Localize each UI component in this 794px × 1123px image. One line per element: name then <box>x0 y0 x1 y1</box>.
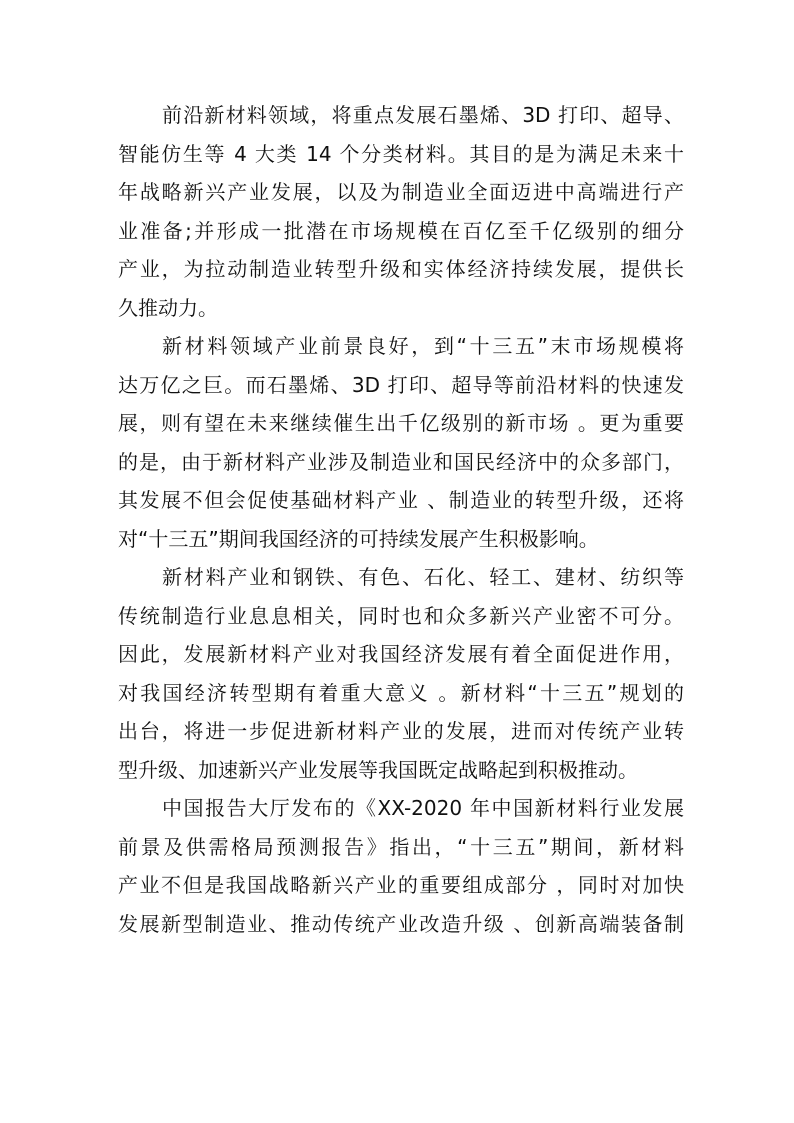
text-line: 产业，为拉动制造业转型升级和实体经济持续发展，提供长 <box>118 257 684 281</box>
text-line: 对我国经济转型期有着重大意义 。新材料“十三五”规划的 <box>118 680 684 705</box>
paragraph-4 <box>118 789 684 943</box>
text-line: 对“十三五”期间我国经济的可持续发展产生积极影响。 <box>118 526 599 551</box>
paragraph-2 <box>118 327 684 558</box>
text-line: 产业不但是我国战略新兴产业的重要组成部分 ，同时对加快 <box>118 873 684 897</box>
text-line: 型升级、加速新兴产业发展等我国既定战略起到积极推动。 <box>118 757 638 782</box>
text-line: 因此，发展新材料产业对我国经济发展有着全面促进作用， <box>118 642 684 666</box>
text-line: 前景及供需格局预测报告》指出，“十三五”期间，新材料 <box>118 834 684 859</box>
text-line: 中国报告大厅发布的《XX-2020 年中国新材料行业发展 <box>162 796 684 820</box>
paragraph-1 <box>118 96 684 327</box>
text-line: 传统制造行业息息相关，同时也和众多新兴产业密不可分。 <box>118 603 684 628</box>
text-line: 发展新型制造业、推动传统产业改造升级 、创新高端装备制 <box>118 911 684 936</box>
text-line: 的是，由于新材料产业涉及制造业和国民经济中的众多部门， <box>118 449 684 474</box>
text-line: 新材料产业和钢铁、有色、石化、轻工、建材、纺织等 <box>162 565 684 589</box>
text-line: 达万亿之巨。而石墨烯、3D 打印、超导等前沿材料的快速发 <box>118 372 684 397</box>
text-line: 前沿新材料领域，将重点发展石墨烯、3D 打印、超导、 <box>162 103 684 127</box>
text-line: 展，则有望在未来继续催生出千亿级别的新市场 。更为重要 <box>118 411 684 435</box>
text-line: 久推动力。 <box>118 295 218 320</box>
paragraph-3 <box>118 558 684 789</box>
body-text <box>118 96 684 943</box>
text-line: 出台，将进一步促进新材料产业的发展，进而对传统产业转 <box>118 719 684 743</box>
text-line: 年战略新兴产业发展，以及为制造业全面迈进中高端进行产 <box>118 180 684 204</box>
text-line: 业准备;并形成一批潜在市场规模在百亿至千亿级别的细分 <box>118 218 684 243</box>
text-line: 智能仿生等 4 大类 14 个分类材料。其目的是为满足未来十 <box>118 141 684 166</box>
text-line: 其发展不但会促使基础材料产业 、制造业的转型升级，还将 <box>118 488 684 512</box>
text-line: 新材料领域产业前景良好，到“十三五”末市场规模将 <box>162 334 684 358</box>
